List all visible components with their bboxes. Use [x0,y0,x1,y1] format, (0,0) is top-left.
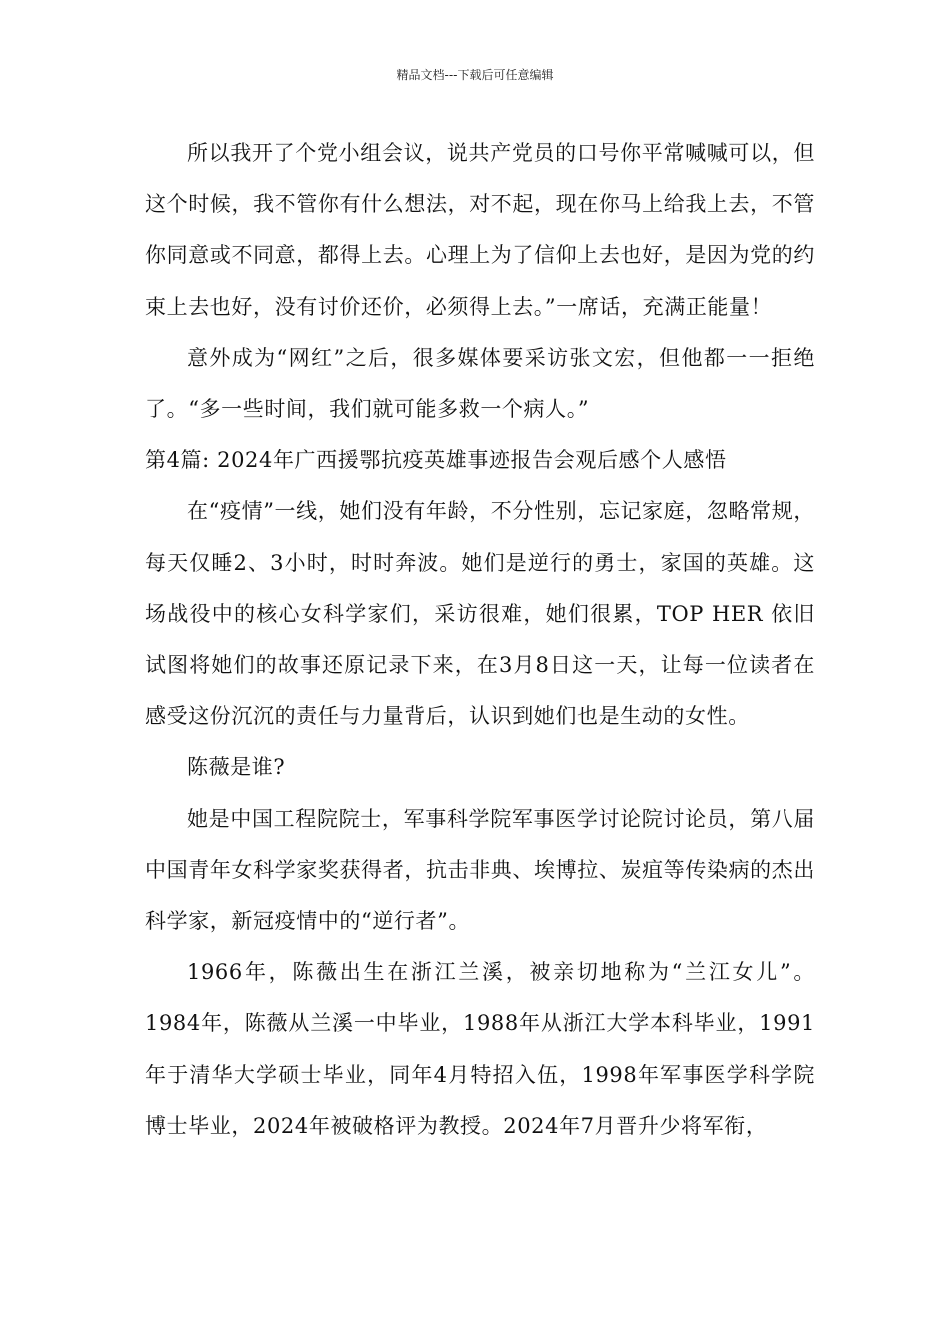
paragraph-who-is-chen-wei: 陈薇是谁? [187,755,286,780]
paragraph-frontline-women: 在“疫情”一线，她们没有年龄，不分性别，忘记家庭，忽略常规，每天仅睡2、3小时，时时奔波。她们是逆行的勇士，家国的英雄。这场战役中的核心女科学家们，采访很难，她们很累，TOP HER 依旧试图将她们的故事还原记录下来，在3月8日这一天，让每一位读者在感受这份沉沉的责任与力量背后，认识到她们也是生动的女性。 [145,499,815,729]
paragraph-internet-celebrity: 意外成为“网红”之后，很多媒体要采访张文宏，但他都一一拒绝了。“多一些时间，我们就可能多救一个病人。” [145,345,815,422]
paragraph-chen-wei-biography: 1966年，陈薇出生在浙江兰溪，被亲切地称为“兰江女儿”。1984年，陈薇从兰溪一中毕业，1988年从浙江大学本科毕业，1991年于清华大学硕士毕业，同年4月特招入伍，1998年军事医学科学院博士毕业，2024年被破格评为教授。2024年7月晋升少将军衔， [145,960,815,1138]
page-header: 精品文档---下载后可任意编辑 [396,68,554,82]
paragraph-chen-wei-profile: 她是中国工程院院士，军事科学院军事医学讨论院讨论员，第八届中国青年女科学家奖获得者，抗击非典、埃博拉、炭疽等传染病的杰出科学家，新冠疫情中的“逆行者”。 [145,806,815,934]
section-heading: 第4篇: 2024年广西援鄂抗疫英雄事迹报告会观后感个人感悟 [145,448,727,473]
document-body [145,128,815,1152]
paragraph-party-meeting: 所以我开了个党小组会议，说共产党员的口号你平常喊喊可以，但这个时候，我不管你有什么想法，对不起，现在你马上给我上去，不管你同意或不同意，都得上去。心理上为了信仰上去也好，是因为党的约束上去也好，没有讨价还价，必须得上去。”一席话，充满正能量！ [145,141,815,319]
